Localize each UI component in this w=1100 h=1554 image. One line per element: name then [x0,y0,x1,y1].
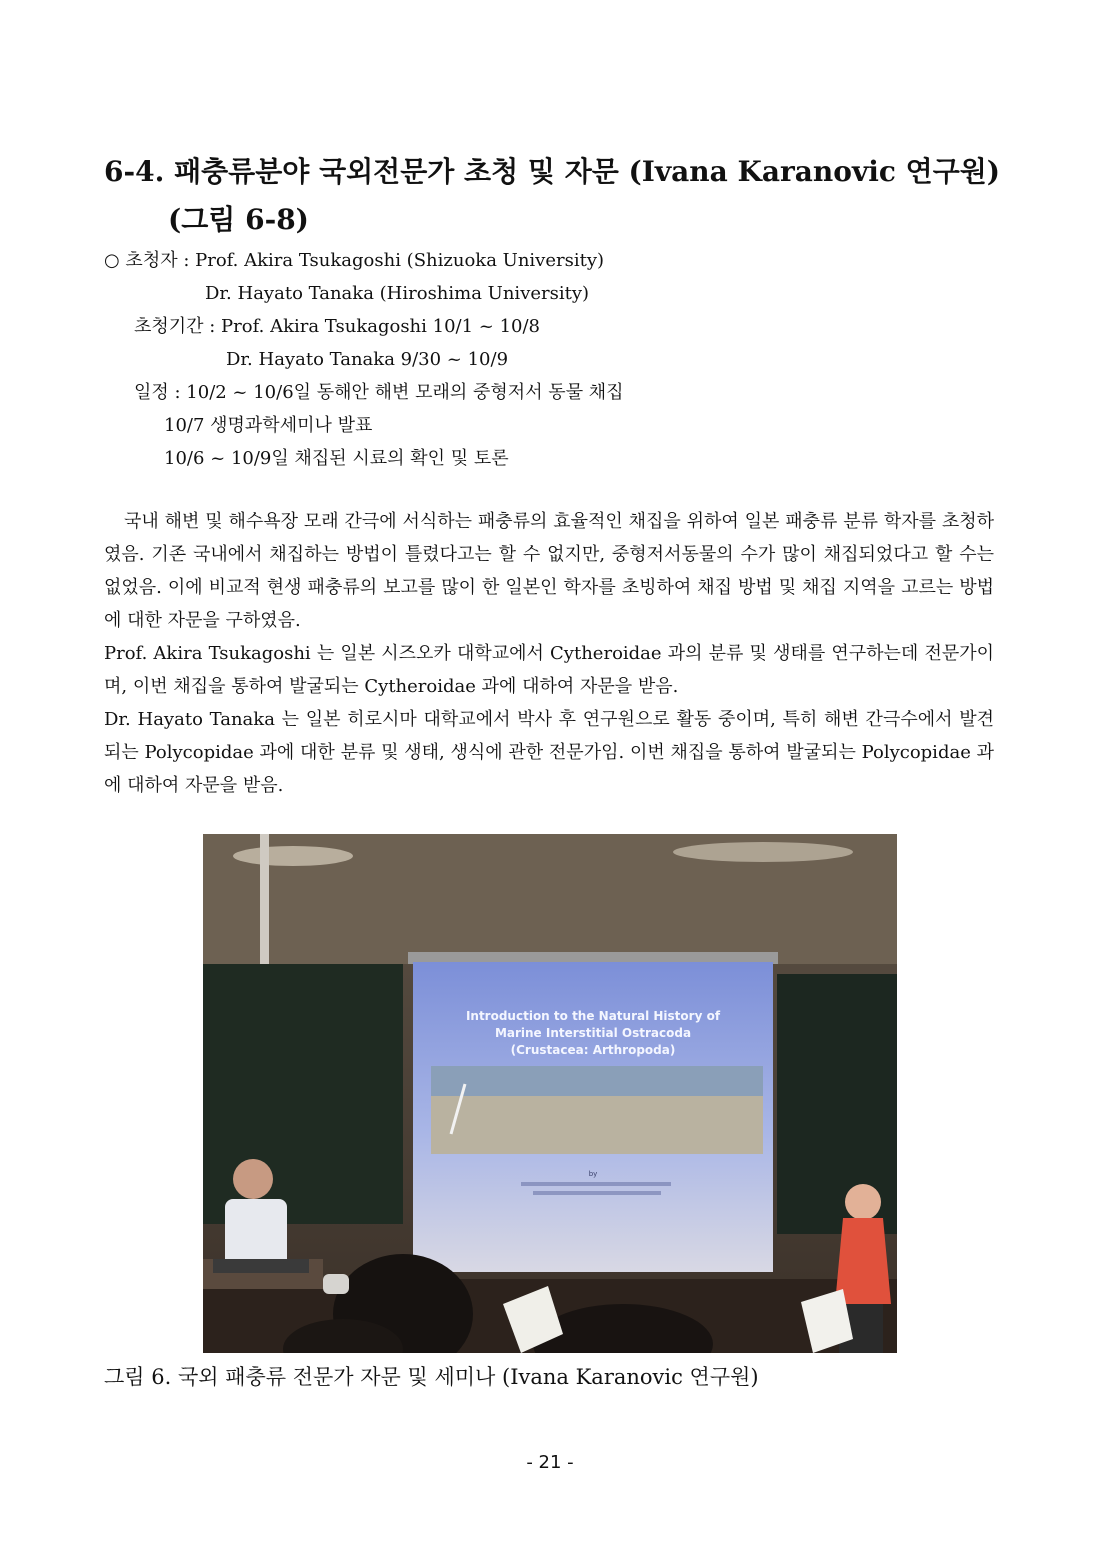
body-text [104,505,994,802]
info-schedule-3: 10/6 ~ 10/9일 채집된 시료의 확인 및 토론 [164,448,509,469]
section-heading-line2: (그림 6-8) [168,203,309,236]
info-period: 초청기간 : Prof. Akira Tsukagoshi 10/1 ~ 10/8 [134,316,540,337]
paragraph-intro: 국내 해변 및 해수욕장 모래 간극에 서식하는 패충류의 효율적인 채집을 위하여 일본 패충류 분류 학자를 초청하였음. 기존 국내에서 채집하는 방법이 틀렸다고는 할 수 없지만, 중형저서동물의 수가 많이 채집되었다고 할 수는 없었음. 이에 비교적 현생 패충류의 보고를 많이 한 일본인 학자를 초빙하여 채집 방법 및 채집 지역을 고르는 방법에 대한 자문을 구하였음. [104,511,994,631]
info-schedule-2: 10/7 생명과학세미나 발표 [164,415,373,436]
speaker-right-head [845,1184,881,1220]
info-inviter: ○ 초청자 : Prof. Akira Tsukagoshi (Shizuoka University) [104,250,605,271]
figure-caption: 그림 6. 국외 패충류 전문가 자문 및 세미나 (Ivana Karanovic 연구원) [104,1365,759,1389]
speaker-left-head [233,1159,273,1199]
info-inviter-2: Dr. Hayato Tanaka (Hiroshima University) [205,283,590,304]
slide-footer: by [588,1170,598,1178]
paragraph-tsukagoshi: Prof. Akira Tsukagoshi 는 일본 시즈오카 대학교에서 Cytheroidae 과의 분류 및 생태를 연구하는데 전문가이며, 이번 채집을 통하여 발굴되는 Cytheroidae 과에 대하여 자문을 받음. [104,643,994,697]
info-period-2: Dr. Hayato Tanaka 9/30 ~ 10/9 [226,349,509,370]
section-heading [104,148,1004,244]
paragraph-tanaka: Dr. Hayato Tanaka 는 일본 히로시마 대학교에서 박사 후 연구원으로 활동 중이며, 특히 해변 간극수에서 발견되는 Polycopidae 과에 대한 분류 및 생태, 생식에 관한 전문가임. 이번 채집을 통하여 발굴되는 Polycopidae 과에 대하여 자문을 받음. [104,709,994,796]
section-heading-line1: 6-4. 패충류분야 국외전문가 초청 및 자문 (Ivana Karanovic 연구원) [104,155,1001,188]
slide-title-line-1: Introduction to the Natural History of [465,1009,721,1023]
page-number: - 21 - [526,1452,574,1473]
laptop-icon [213,1259,309,1273]
slide-title-line-2: Marine Interstitial Ostracoda [494,1026,692,1040]
seminar-photo [203,834,897,1353]
slide-title-line-3: (Crustacea: Arthropoda) [510,1043,676,1057]
invitation-info [104,244,1004,475]
info-schedule: 일정 : 10/2 ~ 10/6일 동해안 해변 모래의 중형저서 동물 채집 [134,382,624,403]
